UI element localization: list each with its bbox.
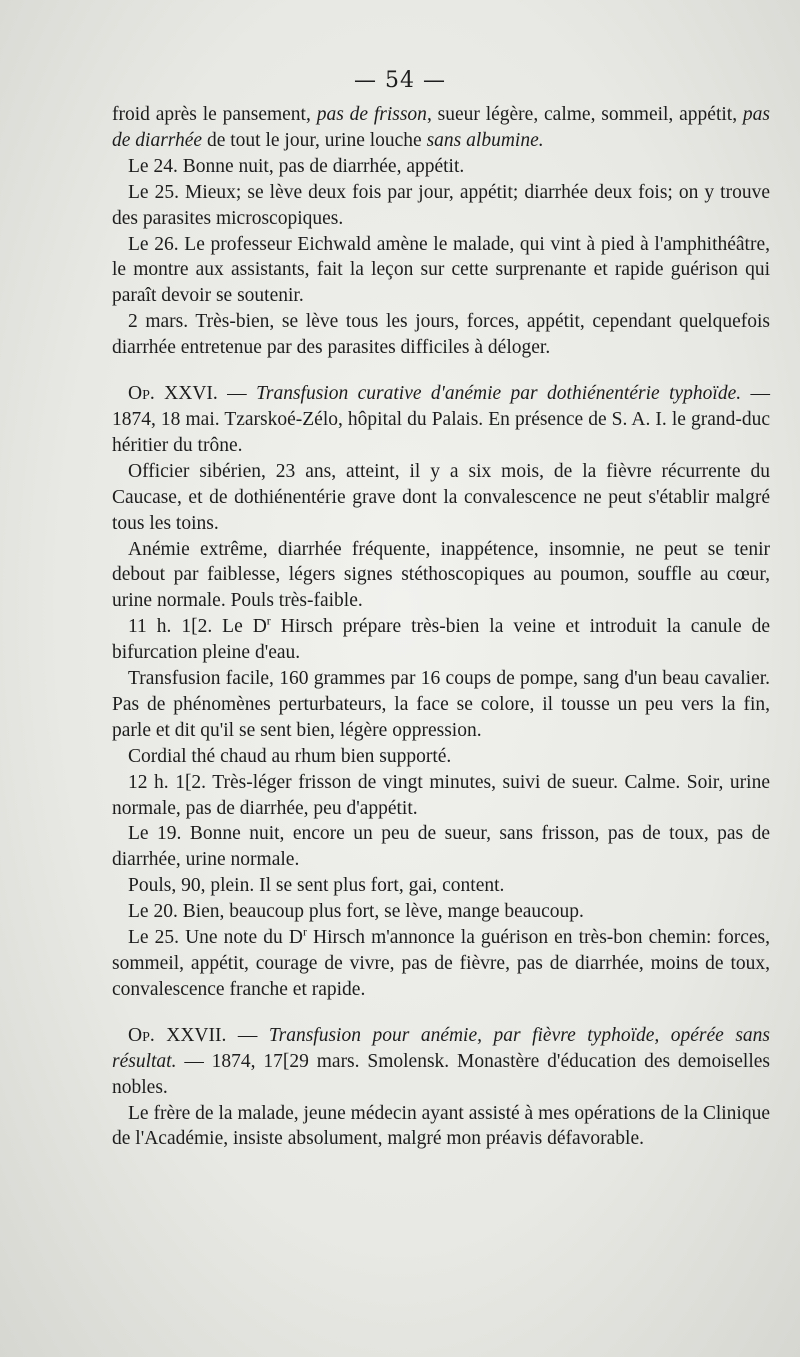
italic-text: pas de diarrhée [112, 104, 770, 151]
italic-text: pas de frisson [316, 104, 427, 125]
paragraph [112, 873, 770, 899]
text-segment: Transfusion facile, 160 grammes par 16 coups de pompe, sang d'un beau cavalier. Pas de phénomènes perturbateurs, la face se colore, il tousse un peu vers la fin, parle et dit qu'il se sent bien, légère oppression. [112, 668, 770, 741]
text-segment: Le 20. Bien, beaucoup plus fort, se lève, mange beaucoup. [128, 901, 584, 923]
text-segment: , sueur légère, calme, sommeil, appétit, [426, 104, 743, 125]
italic-text: Transfusion pour anémie, par fièvre typhoïde, opérée sans résultat. [112, 1024, 770, 1072]
text-segment: XXVI. — [154, 383, 257, 405]
text-segment: Le 25. Mieux; se lève deux fois par jour, appétit; diarrhée deux fois; on y trouve des parasites microscopiques. [112, 181, 770, 229]
text-segment: Officier sibérien, 23 ans, atteint, il y a six mois, de la fièvre récurrente du Caucase, et de dothiénentérie grave dont la convalescence ne peut s'établir malgré tous les toins. [112, 460, 770, 534]
paragraph [112, 537, 770, 615]
text-segment: 12 h. 1[2. Très-léger frisson de vingt minutes, suivi de sueur. Calme. Soir, urine normale, pas de diarrhée, peu d'appétit. [112, 771, 770, 819]
text-segment: Le 26. Le professeur Eichwald amène le malade, qui vint à pied à l'amphithéâtre, le montre aux assistants, fait la leçon sur cette surprenante et rapide guérison qui paraît devoir se soutenir. [112, 233, 770, 307]
body-text [112, 102, 770, 1152]
paragraph [112, 232, 770, 310]
text-segment: Le frère de la malade, jeune médecin ayant assisté à mes opérations de la Clinique de l'Académie, insiste absolument, malgré mon préavis défavorable. [112, 1102, 770, 1150]
superscript-text: r [266, 613, 271, 628]
paragraph [112, 102, 770, 154]
text-segment: de tout le jour, urine louche [202, 129, 427, 151]
text-segment: XXVII. — [154, 1024, 269, 1046]
text-segment: Anémie extrême, diarrhée fréquente, inappétence, insomnie, ne peut se tenir debout par faiblesse, légers signes stéthoscopiques au poumon, souffle au cœur, urine normale. Pouls très-faible. [112, 538, 770, 612]
text-segment: Le 24. Bonne nuit, pas de diarrhée, appétit. [128, 155, 465, 177]
page-number: — 54 — [354, 68, 446, 93]
italic-text: Transfusion curative d'anémie par dothiénentérie typhoïde. [256, 383, 742, 405]
paragraph [112, 666, 770, 744]
paragraph [112, 744, 770, 770]
text-segment: 2 mars. Très-bien, se lève tous les jours, forces, appétit, cependant quelquefois diarrhée entretenue par des parasites difficiles à déloger. [112, 311, 770, 359]
text-segment: — 1874, 18 mai. Tzarskoé-Zélo, hôpital du Palais. En présence de S. A. I. le grand-duc héritier du trône. [112, 383, 771, 456]
text-segment: Le 25. Une note du D [128, 927, 303, 949]
paragraph [112, 821, 770, 873]
paragraph [112, 459, 770, 537]
text-segment: Le 19. Bonne nuit, encore un peu de sueur, sans frisson, pas de toux, pas de diarrhée, urine normale. [112, 823, 770, 871]
paragraph [112, 1023, 770, 1101]
superscript-text: r [302, 924, 307, 939]
italic-text: sans albumine. [426, 129, 544, 151]
paragraph [112, 381, 770, 459]
text-segment: Cordial thé chaud au rhum bien supporté. [128, 745, 452, 767]
paragraph [112, 899, 770, 925]
text-segment: Hirsch prépare très-bien la veine et introduit la canule de bifurcation pleine d'eau. [112, 616, 770, 664]
text-segment: froid après le pansement, [112, 104, 317, 125]
paragraph [112, 154, 770, 180]
operation-label: Op. [128, 1024, 155, 1046]
paragraph [112, 180, 770, 232]
text-segment: 11 h. 1[2. Le D [128, 616, 267, 638]
text-segment: Hirsch m'annonce la guérison en très-bon chemin: forces, sommeil, appétit, courage de vivre, pas de fièvre, pas de diarrhée, moins de toux, convalescence franche et rapide. [112, 927, 770, 1000]
text-segment: Pouls, 90, plein. Il se sent plus fort, gai, content. [128, 875, 505, 897]
paragraph [112, 614, 770, 666]
paragraph [112, 309, 770, 361]
paragraph [112, 925, 770, 1003]
paragraph [112, 770, 770, 822]
paragraph [112, 1101, 770, 1153]
text-segment: — 1874, 17[29 mars. Smolensk. Monastère d'éducation des demoiselles nobles. [112, 1050, 770, 1098]
operation-label: Op. [128, 383, 155, 405]
